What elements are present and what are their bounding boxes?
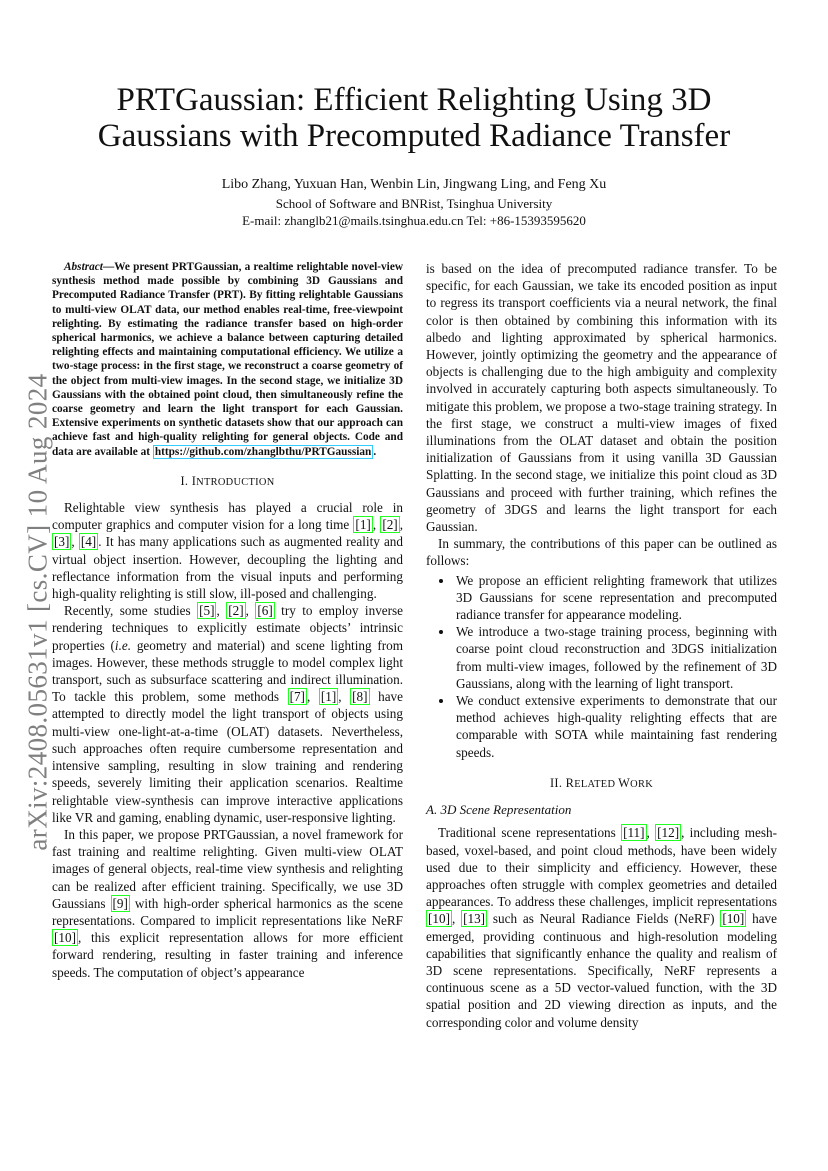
list-item: • We conduct extensive experiments to demonstrate that our method achieves high-quality relighting effects that are comparable with SOTA while maintaining fast rendering speeds.: [454, 692, 777, 761]
affiliation: School of Software and BNRist, Tsinghua University: [275, 196, 553, 211]
abstract-text: —We present PRTGaussian, a realtime relightable novel-view synthesis method made possible by combining 3D Gaussians and Precomputed Radiance Transfer (PRT). By fitting relightable Gaussians to multi-view OLAT data, our method enables real-time, free-viewpoint relighting. By estimating the radiance transfer based on high-order spherical harmonics, we achieve a balance between capturing detailed relighting effects and maintaining computational efficiency. We utilize a two-stage process: in the first stage, we reconstruct a coarse geometry of the object from multi-view images. In the second stage, we initialize 3D Gaussians with the obtained point cloud, then simultaneously refine the coarse geometry and learn the light transport for each Gaussian. Extensive experiments on synthetic datasets show that our approach can achieve fast and high-quality relighting for general objects. Code and data are available at: [52, 261, 403, 458]
right-column: [426, 260, 777, 1031]
intro-paragraph-1: Relightable view synthesis has played a crucial role in computer graphics and computer vision for a long time [1] , [2] , [3] , [4] . It has many applications such as augmented reality and virtual object insertion. However, decoupling the lighting and reflectance information from the visual inputs and performing high-quality relighting is still slow, ill-posed and challenging.: [52, 500, 403, 602]
citation-link[interactable]: [10]: [428, 911, 450, 927]
section-heading-introduction: I. INTRODUCTION: [180, 473, 275, 488]
citation-link[interactable]: [8]: [352, 689, 368, 705]
section-heading-related-work: II. RELATED WORK: [549, 775, 654, 790]
subsection-heading: A. 3D Scene Representation: [426, 802, 572, 818]
code-link[interactable]: https://github.com/zhanglbthu/PRTGaussian: [154, 445, 372, 458]
citation-link[interactable]: [9]: [112, 895, 128, 911]
paper-title: [60, 82, 768, 154]
citation-link[interactable]: [2]: [382, 517, 398, 533]
contact-info: E-mail: zhanglb21@mails.tsinghua.edu.cn Tel: +86-15393595620: [242, 213, 586, 228]
contribution-list: [426, 572, 777, 761]
citation-link[interactable]: [13]: [463, 911, 486, 927]
intro-paragraph-2: Recently, some studies [5] , [2] , [6] try to employ inverse rendering techniques to explicitly estimate objects’ intrinsic properties (i.e. geometry and material) and scene lighting from images. However, these methods struggle to model complex light transport, such as subsurface scattering and indirect illumination. To tackle this problem, some methods [7] , [1] , [8] have attempted to directly model the light transport of objects using multi-view one-light-at-a-time (OLAT) datasets. Nevertheless, such approaches often require cumbersome representation and intensive sampling, resulting in slow training and rendering speeds, severely limiting their application scenarios. Realtime relightable view-synthesis can improve interactive applications like VR and gaming, enabling dynamic, user-responsive lighting.: [52, 603, 404, 825]
intro-paragraph-3: In this paper, we propose PRTGaussian, a novel framework for fast training and realtime relighting. Given multi-view OLAT images of general objects, real-time view synthesis and relighting can be realized after efficient training. Specifically, we use 3D Gaussians [9] with high-order spherical harmonics as the scene representations. Compared to implicit representations like NeRF [10] , this explicit representation allows for more efficient forward rendering, resulting in faster training and inference speeds. The computation of object’s appearance: [52, 826, 403, 980]
citation-link[interactable]: [12]: [657, 825, 680, 841]
abstract: Abstract—We present PRTGaussian, a realtime relightable novel-view synthesis method made possible by combining 3D Gaussians and Precomputed Radiance Transfer (PRT). By fitting relightable Gaussians to multi-view OLAT data, our method enables real-time, free-viewpoint relighting. By estimating the radiance transfer based on high-order spherical harmonics, we achieve a balance between capturing detailed relighting effects and maintaining computational efficiency. We utilize a two-stage process: in the first stage, we reconstruct a coarse geometry of the object from multi-view images. In the second stage, we initialize 3D Gaussians with the obtained point cloud, then simultaneously refine the coarse geometry and learn the light transport for each Gaussian. Extensive experiments on synthetic datasets show that our approach can achieve fast and high-quality relighting for general objects. Code and data are available at https://github.com/zhanglbthu/PRTGaussian .: [52, 261, 403, 458]
title-line-1: PRTGaussian: Efficient Relighting Using 3D: [116, 82, 712, 118]
intro-paragraph-3-cont: is based on the idea of precomputed radiance transfer. To be specific, for each Gaussian, we take its encoded position as input to regress its transport coefficients via a neural network, the final color is then obtained by combining this information with its albedo and lighting approximated by spherical harmonics. However, jointly optimizing the geometry and the appearance of objects is challenging due to the high ambiguity and complexity involved in accurately capturing both aspects simultaneously. To mitigate this problem, we propose a two-stage training strategy. In the first stage, we construct a multi-view images of fixed illuminations from the OLAT dataset and obtain the position initialization of Gaussians from it using vanilla 3D Gaussian Splatting. In the second stage, we initialize this point cloud as 3D Gaussians and proceed with further training, which refines the geometry of 3DGS and learns the light transport for each Gaussian.: [426, 261, 777, 535]
citation-link[interactable]: [1]: [355, 517, 371, 533]
arxiv-stamp: arXiv:2408.05631v1 [cs.CV] 10 Aug 2024: [22, 373, 53, 851]
citation-link[interactable]: [2]: [228, 603, 244, 619]
citation-link[interactable]: [11]: [623, 825, 645, 841]
citation-link[interactable]: [5]: [199, 603, 215, 619]
citation-link[interactable]: [1]: [320, 689, 337, 705]
citation-link[interactable]: [6]: [257, 603, 273, 619]
citation-link[interactable]: [3]: [54, 534, 70, 550]
left-column: [52, 260, 403, 981]
related-paragraph-1: Traditional scene representations [11] , [12] , including mesh-based, voxel-based, and point cloud methods, have been widely used due to their simplicity and efficiency. However, these approaches often struggle with complex geometries and detailed appearances. To address these challenges, implicit representations [10] , [13] such as Neural Radiance Fields (NeRF) [10] have emerged, providing continuous and high-resolution modeling capabilities that significantly enhance the quality and realism of 3D scene representations. Specifically, NeRF represents a continuous scene as a 5D vector-valued function, with the 3D spatial position and 2D viewing direction as inputs, and the corresponding color and volume density: [426, 825, 777, 1030]
abstract-label: Abstract: [64, 261, 103, 273]
citation-link[interactable]: [4]: [80, 534, 97, 550]
citation-link[interactable]: [10]: [54, 930, 76, 946]
citation-link[interactable]: [10]: [722, 911, 745, 927]
author-list: Libo Zhang, Yuxuan Han, Wenbin Lin, Jingwang Ling, and Feng Xu: [221, 177, 607, 192]
contributions-intro: In summary, the contributions of this paper can be outlined as follows:: [426, 536, 777, 569]
citation-link[interactable]: [7]: [289, 689, 305, 705]
list-item: • We introduce a two-stage training process, beginning with coarse point cloud reconstruction and 3DGS initialization from multi-view images, followed by the refinement of 3D Gaussians, along with the learning of light transport.: [454, 623, 777, 692]
list-item: • We propose an efficient relighting framework that utilizes 3D Gaussians for scene representation and precomputed radiance transfer for appearance modeling.: [454, 572, 777, 624]
title-line-2: Gaussians with Precomputed Radiance Transfer: [97, 118, 731, 154]
